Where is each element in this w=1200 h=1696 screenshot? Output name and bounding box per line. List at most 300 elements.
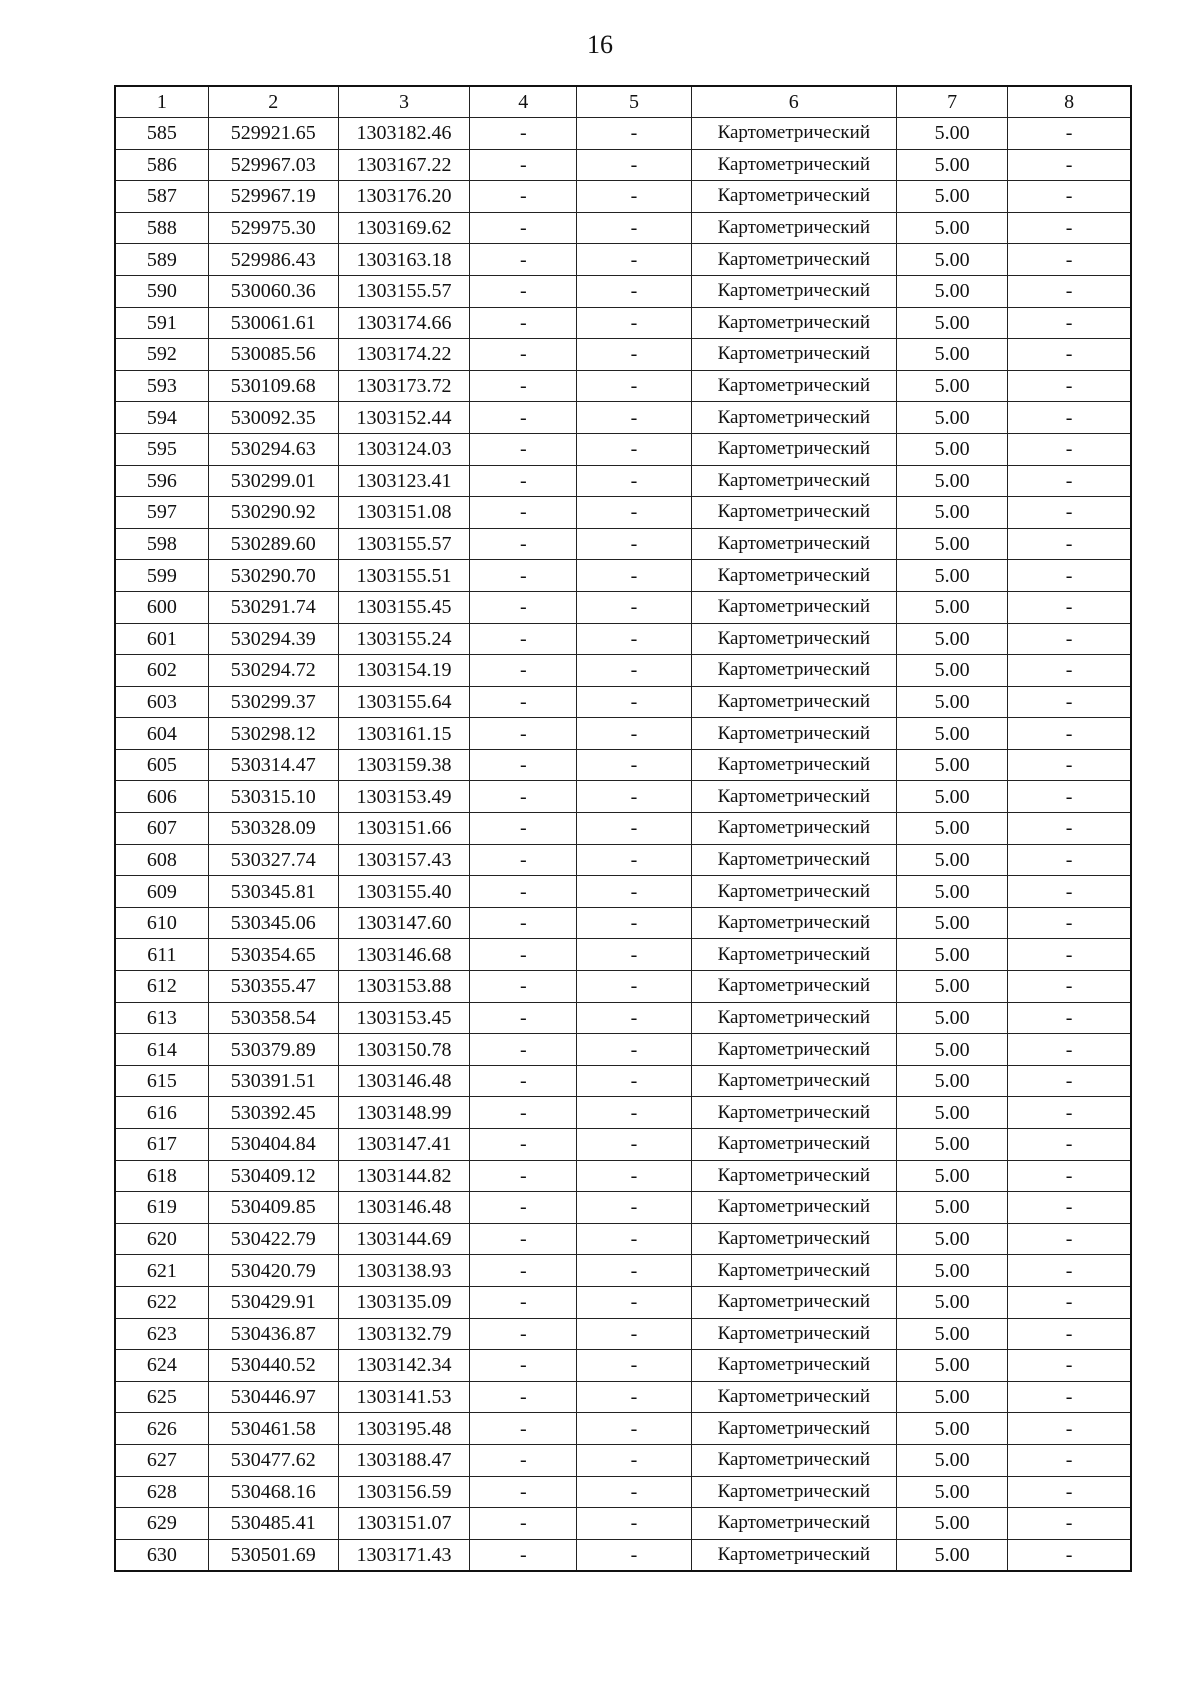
x-coordinate-cell: 530409.12 xyxy=(208,1160,338,1192)
col4-cell: - xyxy=(470,1381,577,1413)
x-coordinate-cell: 530289.60 xyxy=(208,528,338,560)
method-cell: Картометрический xyxy=(691,1381,896,1413)
col8-cell: - xyxy=(1008,244,1131,276)
col8-cell: - xyxy=(1008,1065,1131,1097)
col4-cell: - xyxy=(470,1002,577,1034)
y-coordinate-cell: 1303138.93 xyxy=(338,1255,469,1287)
col8-cell: - xyxy=(1008,876,1131,908)
accuracy-cell: 5.00 xyxy=(896,1286,1007,1318)
method-cell: Картометрический xyxy=(691,370,896,402)
col4-cell: - xyxy=(470,307,577,339)
accuracy-cell: 5.00 xyxy=(896,1129,1007,1161)
col8-cell: - xyxy=(1008,1539,1131,1571)
x-coordinate-cell: 530345.81 xyxy=(208,876,338,908)
col4-cell: - xyxy=(470,1034,577,1066)
table-row xyxy=(115,244,1131,276)
accuracy-cell: 5.00 xyxy=(896,1097,1007,1129)
method-cell: Картометрический xyxy=(691,1444,896,1476)
col4-cell: - xyxy=(470,781,577,813)
method-cell: Картометрический xyxy=(691,1286,896,1318)
x-coordinate-cell: 530446.97 xyxy=(208,1381,338,1413)
col5-cell: - xyxy=(577,528,691,560)
col8-cell: - xyxy=(1008,433,1131,465)
col4-cell: - xyxy=(470,1508,577,1540)
point-number-cell: 624 xyxy=(115,1350,208,1382)
method-cell: Картометрический xyxy=(691,465,896,497)
table-row xyxy=(115,907,1131,939)
col4-cell: - xyxy=(470,718,577,750)
col8-cell: - xyxy=(1008,465,1131,497)
method-cell: Картометрический xyxy=(691,402,896,434)
table-row xyxy=(115,876,1131,908)
col5-cell: - xyxy=(577,718,691,750)
col4-cell: - xyxy=(470,1065,577,1097)
table-row xyxy=(115,1413,1131,1445)
x-coordinate-cell: 530358.54 xyxy=(208,1002,338,1034)
col5-cell: - xyxy=(577,939,691,971)
table-row xyxy=(115,402,1131,434)
col4-cell: - xyxy=(470,1255,577,1287)
col8-cell: - xyxy=(1008,655,1131,687)
table-row xyxy=(115,686,1131,718)
col4-cell: - xyxy=(470,971,577,1003)
col4-cell: - xyxy=(470,1476,577,1508)
point-number-cell: 598 xyxy=(115,528,208,560)
point-number-cell: 602 xyxy=(115,655,208,687)
point-number-cell: 608 xyxy=(115,844,208,876)
accuracy-cell: 5.00 xyxy=(896,244,1007,276)
accuracy-cell: 5.00 xyxy=(896,560,1007,592)
y-coordinate-cell: 1303148.99 xyxy=(338,1097,469,1129)
y-coordinate-cell: 1303141.53 xyxy=(338,1381,469,1413)
accuracy-cell: 5.00 xyxy=(896,1034,1007,1066)
x-coordinate-cell: 530404.84 xyxy=(208,1129,338,1161)
y-coordinate-cell: 1303151.08 xyxy=(338,497,469,529)
y-coordinate-cell: 1303156.59 xyxy=(338,1476,469,1508)
col8-cell: - xyxy=(1008,623,1131,655)
point-number-cell: 612 xyxy=(115,971,208,1003)
point-number-cell: 618 xyxy=(115,1160,208,1192)
table-row xyxy=(115,181,1131,213)
accuracy-cell: 5.00 xyxy=(896,339,1007,371)
col5-cell: - xyxy=(577,275,691,307)
col4-cell: - xyxy=(470,1539,577,1571)
point-number-cell: 603 xyxy=(115,686,208,718)
col5-cell: - xyxy=(577,655,691,687)
table-row xyxy=(115,1223,1131,1255)
col5-cell: - xyxy=(577,1223,691,1255)
col8-cell: - xyxy=(1008,528,1131,560)
column-header-7: 7 xyxy=(896,86,1007,118)
x-coordinate-cell: 529967.03 xyxy=(208,149,338,181)
col8-cell: - xyxy=(1008,939,1131,971)
y-coordinate-cell: 1303132.79 xyxy=(338,1318,469,1350)
col5-cell: - xyxy=(577,1413,691,1445)
col4-cell: - xyxy=(470,655,577,687)
accuracy-cell: 5.00 xyxy=(896,655,1007,687)
accuracy-cell: 5.00 xyxy=(896,718,1007,750)
col5-cell: - xyxy=(577,591,691,623)
col8-cell: - xyxy=(1008,1192,1131,1224)
col5-cell: - xyxy=(577,370,691,402)
col4-cell: - xyxy=(470,686,577,718)
col4-cell: - xyxy=(470,1318,577,1350)
accuracy-cell: 5.00 xyxy=(896,1476,1007,1508)
col5-cell: - xyxy=(577,118,691,150)
method-cell: Картометрический xyxy=(691,813,896,845)
col5-cell: - xyxy=(577,813,691,845)
col8-cell: - xyxy=(1008,181,1131,213)
method-cell: Картометрический xyxy=(691,939,896,971)
x-coordinate-cell: 530085.56 xyxy=(208,339,338,371)
col4-cell: - xyxy=(470,1444,577,1476)
accuracy-cell: 5.00 xyxy=(896,939,1007,971)
col5-cell: - xyxy=(577,1160,691,1192)
method-cell: Картометрический xyxy=(691,1413,896,1445)
table-row xyxy=(115,1381,1131,1413)
y-coordinate-cell: 1303155.64 xyxy=(338,686,469,718)
col4-cell: - xyxy=(470,591,577,623)
x-coordinate-cell: 530291.74 xyxy=(208,591,338,623)
col5-cell: - xyxy=(577,1034,691,1066)
method-cell: Картометрический xyxy=(691,749,896,781)
col5-cell: - xyxy=(577,686,691,718)
col4-cell: - xyxy=(470,907,577,939)
col8-cell: - xyxy=(1008,402,1131,434)
col4-cell: - xyxy=(470,1350,577,1382)
y-coordinate-cell: 1303146.48 xyxy=(338,1192,469,1224)
y-coordinate-cell: 1303135.09 xyxy=(338,1286,469,1318)
table-row xyxy=(115,813,1131,845)
col5-cell: - xyxy=(577,1444,691,1476)
col8-cell: - xyxy=(1008,560,1131,592)
col8-cell: - xyxy=(1008,118,1131,150)
col5-cell: - xyxy=(577,1476,691,1508)
x-coordinate-cell: 530294.39 xyxy=(208,623,338,655)
col8-cell: - xyxy=(1008,1223,1131,1255)
accuracy-cell: 5.00 xyxy=(896,1223,1007,1255)
y-coordinate-cell: 1303147.60 xyxy=(338,907,469,939)
x-coordinate-cell: 530061.61 xyxy=(208,307,338,339)
col4-cell: - xyxy=(470,497,577,529)
x-coordinate-cell: 530468.16 xyxy=(208,1476,338,1508)
y-coordinate-cell: 1303167.22 xyxy=(338,149,469,181)
method-cell: Картометрический xyxy=(691,433,896,465)
accuracy-cell: 5.00 xyxy=(896,591,1007,623)
point-number-cell: 623 xyxy=(115,1318,208,1350)
col5-cell: - xyxy=(577,149,691,181)
x-coordinate-cell: 530392.45 xyxy=(208,1097,338,1129)
point-number-cell: 589 xyxy=(115,244,208,276)
method-cell: Картометрический xyxy=(691,718,896,750)
point-number-cell: 613 xyxy=(115,1002,208,1034)
col4-cell: - xyxy=(470,465,577,497)
accuracy-cell: 5.00 xyxy=(896,1318,1007,1350)
col4-cell: - xyxy=(470,370,577,402)
y-coordinate-cell: 1303155.40 xyxy=(338,876,469,908)
table-row xyxy=(115,1160,1131,1192)
table-row xyxy=(115,275,1131,307)
y-coordinate-cell: 1303153.49 xyxy=(338,781,469,813)
point-number-cell: 630 xyxy=(115,1539,208,1571)
accuracy-cell: 5.00 xyxy=(896,118,1007,150)
accuracy-cell: 5.00 xyxy=(896,402,1007,434)
table-row xyxy=(115,1002,1131,1034)
accuracy-cell: 5.00 xyxy=(896,1508,1007,1540)
col4-cell: - xyxy=(470,1160,577,1192)
col4-cell: - xyxy=(470,244,577,276)
point-number-cell: 605 xyxy=(115,749,208,781)
table-row xyxy=(115,1476,1131,1508)
x-coordinate-cell: 530327.74 xyxy=(208,844,338,876)
table-row xyxy=(115,1318,1131,1350)
y-coordinate-cell: 1303188.47 xyxy=(338,1444,469,1476)
accuracy-cell: 5.00 xyxy=(896,1192,1007,1224)
x-coordinate-cell: 530345.06 xyxy=(208,907,338,939)
accuracy-cell: 5.00 xyxy=(896,844,1007,876)
point-number-cell: 629 xyxy=(115,1508,208,1540)
col4-cell: - xyxy=(470,1192,577,1224)
col4-cell: - xyxy=(470,212,577,244)
x-coordinate-cell: 530440.52 xyxy=(208,1350,338,1382)
col5-cell: - xyxy=(577,1508,691,1540)
x-coordinate-cell: 530298.12 xyxy=(208,718,338,750)
table-row xyxy=(115,749,1131,781)
col4-cell: - xyxy=(470,118,577,150)
x-coordinate-cell: 530299.37 xyxy=(208,686,338,718)
point-number-cell: 590 xyxy=(115,275,208,307)
method-cell: Картометрический xyxy=(691,1034,896,1066)
x-coordinate-cell: 529975.30 xyxy=(208,212,338,244)
col4-cell: - xyxy=(470,1129,577,1161)
x-coordinate-cell: 530436.87 xyxy=(208,1318,338,1350)
point-number-cell: 588 xyxy=(115,212,208,244)
col5-cell: - xyxy=(577,307,691,339)
accuracy-cell: 5.00 xyxy=(896,1381,1007,1413)
table-row xyxy=(115,1539,1131,1571)
col8-cell: - xyxy=(1008,212,1131,244)
col5-cell: - xyxy=(577,1192,691,1224)
col8-cell: - xyxy=(1008,339,1131,371)
table-row xyxy=(115,307,1131,339)
col5-cell: - xyxy=(577,623,691,655)
y-coordinate-cell: 1303155.57 xyxy=(338,528,469,560)
point-number-cell: 593 xyxy=(115,370,208,402)
y-coordinate-cell: 1303153.45 xyxy=(338,1002,469,1034)
point-number-cell: 585 xyxy=(115,118,208,150)
table-row xyxy=(115,370,1131,402)
x-coordinate-cell: 530294.63 xyxy=(208,433,338,465)
col4-cell: - xyxy=(470,339,577,371)
y-coordinate-cell: 1303155.51 xyxy=(338,560,469,592)
method-cell: Картометрический xyxy=(691,876,896,908)
method-cell: Картометрический xyxy=(691,1318,896,1350)
accuracy-cell: 5.00 xyxy=(896,149,1007,181)
y-coordinate-cell: 1303159.38 xyxy=(338,749,469,781)
point-number-cell: 599 xyxy=(115,560,208,592)
column-header-3: 3 xyxy=(338,86,469,118)
header-row xyxy=(115,86,1131,118)
table-row xyxy=(115,939,1131,971)
y-coordinate-cell: 1303157.43 xyxy=(338,844,469,876)
col5-cell: - xyxy=(577,181,691,213)
table-row xyxy=(115,591,1131,623)
y-coordinate-cell: 1303171.43 xyxy=(338,1539,469,1571)
accuracy-cell: 5.00 xyxy=(896,1065,1007,1097)
col4-cell: - xyxy=(470,528,577,560)
col8-cell: - xyxy=(1008,1002,1131,1034)
x-coordinate-cell: 530461.58 xyxy=(208,1413,338,1445)
x-coordinate-cell: 530485.41 xyxy=(208,1508,338,1540)
method-cell: Картометрический xyxy=(691,244,896,276)
column-header-2: 2 xyxy=(208,86,338,118)
x-coordinate-cell: 530409.85 xyxy=(208,1192,338,1224)
table-row xyxy=(115,1097,1131,1129)
table-row xyxy=(115,433,1131,465)
y-coordinate-cell: 1303174.22 xyxy=(338,339,469,371)
col4-cell: - xyxy=(470,275,577,307)
accuracy-cell: 5.00 xyxy=(896,686,1007,718)
table-row xyxy=(115,339,1131,371)
col4-cell: - xyxy=(470,1097,577,1129)
point-number-cell: 625 xyxy=(115,1381,208,1413)
accuracy-cell: 5.00 xyxy=(896,465,1007,497)
y-coordinate-cell: 1303150.78 xyxy=(338,1034,469,1066)
col8-cell: - xyxy=(1008,1444,1131,1476)
accuracy-cell: 5.00 xyxy=(896,433,1007,465)
col8-cell: - xyxy=(1008,497,1131,529)
col5-cell: - xyxy=(577,971,691,1003)
point-number-cell: 619 xyxy=(115,1192,208,1224)
col8-cell: - xyxy=(1008,1350,1131,1382)
point-number-cell: 607 xyxy=(115,813,208,845)
table-row xyxy=(115,623,1131,655)
y-coordinate-cell: 1303152.44 xyxy=(338,402,469,434)
y-coordinate-cell: 1303163.18 xyxy=(338,244,469,276)
column-header-4: 4 xyxy=(470,86,577,118)
x-coordinate-cell: 530290.70 xyxy=(208,560,338,592)
x-coordinate-cell: 530477.62 xyxy=(208,1444,338,1476)
col5-cell: - xyxy=(577,339,691,371)
table-row xyxy=(115,212,1131,244)
x-coordinate-cell: 530501.69 xyxy=(208,1539,338,1571)
y-coordinate-cell: 1303124.03 xyxy=(338,433,469,465)
point-number-cell: 626 xyxy=(115,1413,208,1445)
col5-cell: - xyxy=(577,244,691,276)
col5-cell: - xyxy=(577,1097,691,1129)
method-cell: Картометрический xyxy=(691,844,896,876)
x-coordinate-cell: 530328.09 xyxy=(208,813,338,845)
col5-cell: - xyxy=(577,1002,691,1034)
table-row xyxy=(115,1350,1131,1382)
col8-cell: - xyxy=(1008,1286,1131,1318)
method-cell: Картометрический xyxy=(691,1255,896,1287)
accuracy-cell: 5.00 xyxy=(896,370,1007,402)
point-number-cell: 597 xyxy=(115,497,208,529)
x-coordinate-cell: 530314.47 xyxy=(208,749,338,781)
method-cell: Картометрический xyxy=(691,560,896,592)
point-number-cell: 622 xyxy=(115,1286,208,1318)
y-coordinate-cell: 1303155.57 xyxy=(338,275,469,307)
column-header-5: 5 xyxy=(577,86,691,118)
point-number-cell: 616 xyxy=(115,1097,208,1129)
col8-cell: - xyxy=(1008,971,1131,1003)
col8-cell: - xyxy=(1008,718,1131,750)
table-row xyxy=(115,497,1131,529)
table-row xyxy=(115,528,1131,560)
point-number-cell: 586 xyxy=(115,149,208,181)
x-coordinate-cell: 530420.79 xyxy=(208,1255,338,1287)
col4-cell: - xyxy=(470,844,577,876)
point-number-cell: 587 xyxy=(115,181,208,213)
accuracy-cell: 5.00 xyxy=(896,971,1007,1003)
method-cell: Картометрический xyxy=(691,1192,896,1224)
table-row xyxy=(115,118,1131,150)
col5-cell: - xyxy=(577,907,691,939)
method-cell: Картометрический xyxy=(691,1223,896,1255)
col4-cell: - xyxy=(470,1223,577,1255)
method-cell: Картометрический xyxy=(691,1129,896,1161)
table-row xyxy=(115,1192,1131,1224)
col8-cell: - xyxy=(1008,149,1131,181)
col5-cell: - xyxy=(577,1255,691,1287)
method-cell: Картометрический xyxy=(691,686,896,718)
col4-cell: - xyxy=(470,813,577,845)
y-coordinate-cell: 1303144.69 xyxy=(338,1223,469,1255)
point-number-cell: 595 xyxy=(115,433,208,465)
point-number-cell: 628 xyxy=(115,1476,208,1508)
table-row xyxy=(115,1286,1131,1318)
method-cell: Картометрический xyxy=(691,623,896,655)
col5-cell: - xyxy=(577,433,691,465)
y-coordinate-cell: 1303174.66 xyxy=(338,307,469,339)
accuracy-cell: 5.00 xyxy=(896,212,1007,244)
x-coordinate-cell: 530379.89 xyxy=(208,1034,338,1066)
method-cell: Картометрический xyxy=(691,971,896,1003)
point-number-cell: 611 xyxy=(115,939,208,971)
col4-cell: - xyxy=(470,1286,577,1318)
point-number-cell: 609 xyxy=(115,876,208,908)
method-cell: Картометрический xyxy=(691,1065,896,1097)
method-cell: Картометрический xyxy=(691,781,896,813)
x-coordinate-cell: 530355.47 xyxy=(208,971,338,1003)
col4-cell: - xyxy=(470,560,577,592)
x-coordinate-cell: 530109.68 xyxy=(208,370,338,402)
y-coordinate-cell: 1303151.66 xyxy=(338,813,469,845)
y-coordinate-cell: 1303195.48 xyxy=(338,1413,469,1445)
accuracy-cell: 5.00 xyxy=(896,623,1007,655)
method-cell: Картометрический xyxy=(691,655,896,687)
table-row xyxy=(115,1034,1131,1066)
col8-cell: - xyxy=(1008,1318,1131,1350)
col8-cell: - xyxy=(1008,781,1131,813)
col8-cell: - xyxy=(1008,1129,1131,1161)
column-header-6: 6 xyxy=(691,86,896,118)
col8-cell: - xyxy=(1008,1476,1131,1508)
accuracy-cell: 5.00 xyxy=(896,907,1007,939)
accuracy-cell: 5.00 xyxy=(896,813,1007,845)
method-cell: Картометрический xyxy=(691,1350,896,1382)
table-row xyxy=(115,1129,1131,1161)
col4-cell: - xyxy=(470,623,577,655)
col4-cell: - xyxy=(470,749,577,781)
method-cell: Картометрический xyxy=(691,118,896,150)
col4-cell: - xyxy=(470,876,577,908)
accuracy-cell: 5.00 xyxy=(896,1444,1007,1476)
col8-cell: - xyxy=(1008,591,1131,623)
col5-cell: - xyxy=(577,1539,691,1571)
method-cell: Картометрический xyxy=(691,212,896,244)
